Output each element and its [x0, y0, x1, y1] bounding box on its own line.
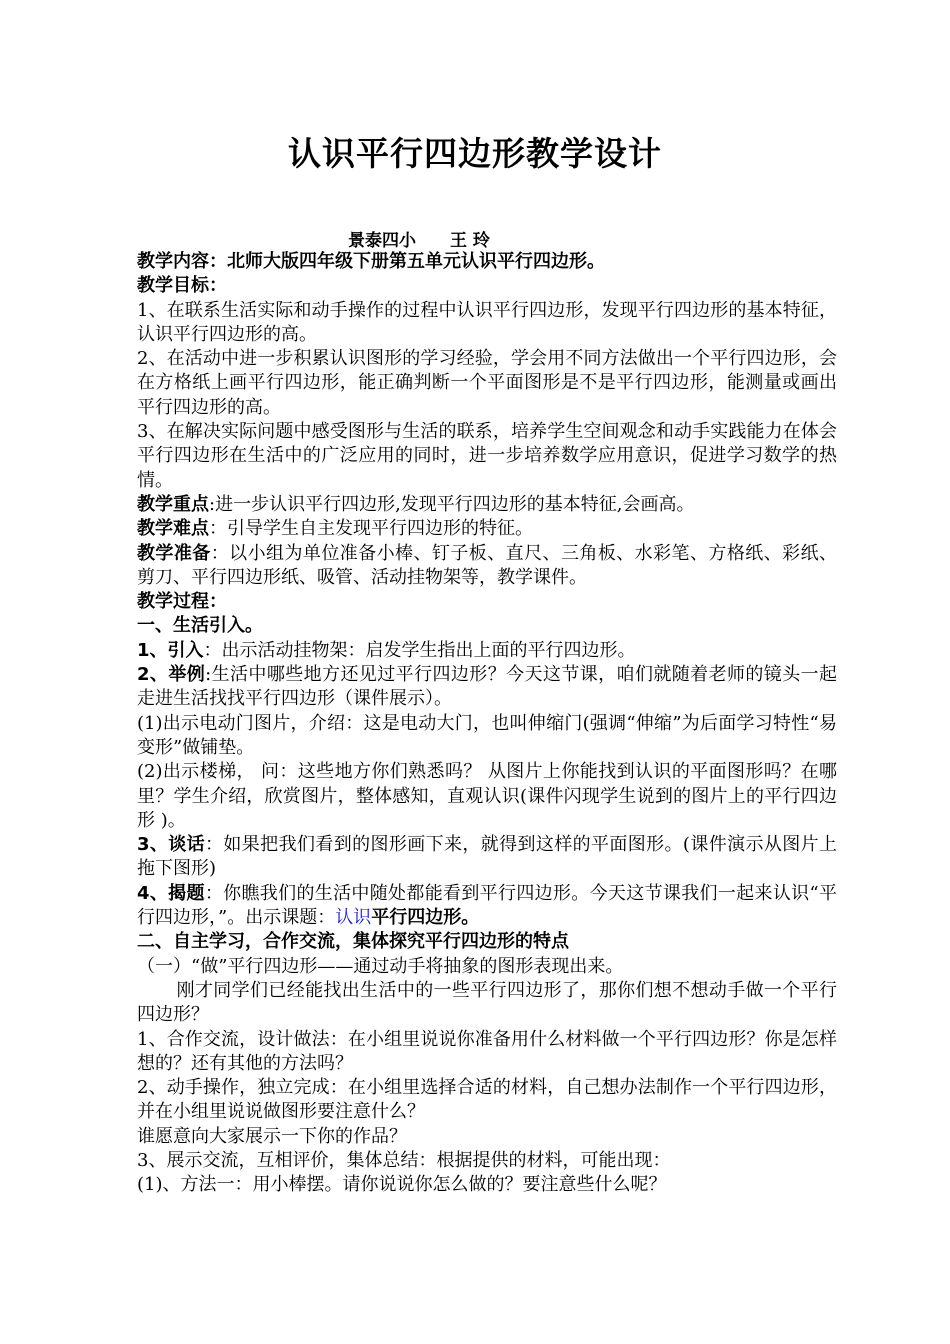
activity-item: 3、展示交流，互相评价，集体总结：根据提供的材料，可能出现：	[137, 1149, 671, 1171]
author-line	[348, 226, 490, 251]
preparation: 教学准备：以小组为单位准备小棒、钉子板、直尺、三角板、水彩笔、方格纸、彩纸、剪刀、平行四边形纸、吸管、活动挂物架等，教学课件。	[137, 542, 838, 588]
activity-item: (1)、方法一：用小棒摆。请你说说你怎么做的？要注意些什么呢？	[137, 1174, 667, 1196]
difficulty: 教学难点：引导学生自主发现平行四边形的特征。	[137, 518, 533, 540]
step-intro: 1、引入：出示活动挂物架：启发学生指出上面的平行四边形。	[137, 639, 636, 661]
activity-item: 1、合作交流，设计做法：在小组里说说你准备用什么材料做一个平行四边形？你是怎样想的？还有其他的方法吗？	[137, 1028, 837, 1074]
document-title: 认识平行四边形教学设计	[288, 134, 662, 173]
objective-item: 2、在活动中进一步积累认识图形的学习经验，学会用不同方法做出一个平行四边形，会在方格纸上画平行四边形，能正确判断一个平面图形是不是平行四边形，能测量或画出平行四边形的高。	[137, 348, 837, 418]
step-example: 2、举例:生活中哪些地方还见过平行四边形？今天这节课，咱们就随着老师的镜头一起走进生活找找平行四边形（课件展示）。	[137, 664, 838, 710]
step-reveal-topic: 4、揭题：你瞧我们的生活中随处都能看到平行四边形。今天这节课我们一起来认识“平行四边形，”。出示课题：认识平行四边形。	[137, 882, 838, 929]
objectives-heading: 教学目标：	[137, 275, 227, 297]
activity-item: 谁愿意向大家展示一下你的作品？	[137, 1125, 407, 1147]
sub-section-heading: （一）“做”平行四边形——通过动手将抽象的图形表现出来。	[137, 955, 624, 977]
teaching-content: 教学内容：北师大版四年级下册第五单元认识平行四边形。	[137, 251, 605, 272]
step-talk: 3、谈话：如果把我们看到的图形画下来，就得到这样的平面图形。(课件演示从图片上拖下图形)	[137, 834, 837, 880]
key-point: 教学重点:进一步认识平行四边形,发现平行四边形的基本特征,会画高。	[137, 493, 695, 515]
objective-item: 1、在联系生活实际和动手操作的过程中认识平行四边形，发现平行四边形的基本特征，认识平行四边形的高。	[137, 299, 837, 345]
author-school: 景泰四小	[348, 231, 416, 251]
step-sub-item: (1)出示电动门图片，介绍：这是电动大门，也叫伸缩门(强调“伸缩”为后面学习特性“易变形”做铺垫。	[137, 712, 837, 758]
document-body	[137, 250, 837, 1198]
activity-item: 2、动手操作，独立完成：在小组里选择合适的材料，自己想办法制作一个平行四边形， 并在小组里说说做图形要注意什么？	[137, 1077, 837, 1123]
topic-highlight: 认识	[335, 907, 372, 929]
section-intro: 刚才同学们已经能找出生活中的一些平行四边形了，那你们想不想动手做一个平行四边形？	[137, 979, 837, 1026]
section-heading: 一、生活引入。	[137, 615, 263, 637]
objective-item: 3、在解决实际问题中感受图形与生活的联系，培养学生空间观念和动手实践能力在体会平行四边形在生活中的广泛应用的同时，进一步培养数学应用意识，促进学习数学的热情。	[137, 421, 837, 491]
process-heading: 教学过程：	[137, 591, 227, 613]
author-name: 王 玲	[450, 231, 490, 251]
step-sub-item: (2)出示楼梯， 问：这些地方你们熟悉吗？ 从图片上你能找到认识的平面图形吗？在哪里？学生介绍，欣赏图片，整体感知，直观认识(课件闪现学生说到的图片上的平行四边形 )。	[137, 761, 837, 831]
section-heading: 二、自主学习，合作交流，集体探究平行四边形的特点	[137, 931, 569, 953]
